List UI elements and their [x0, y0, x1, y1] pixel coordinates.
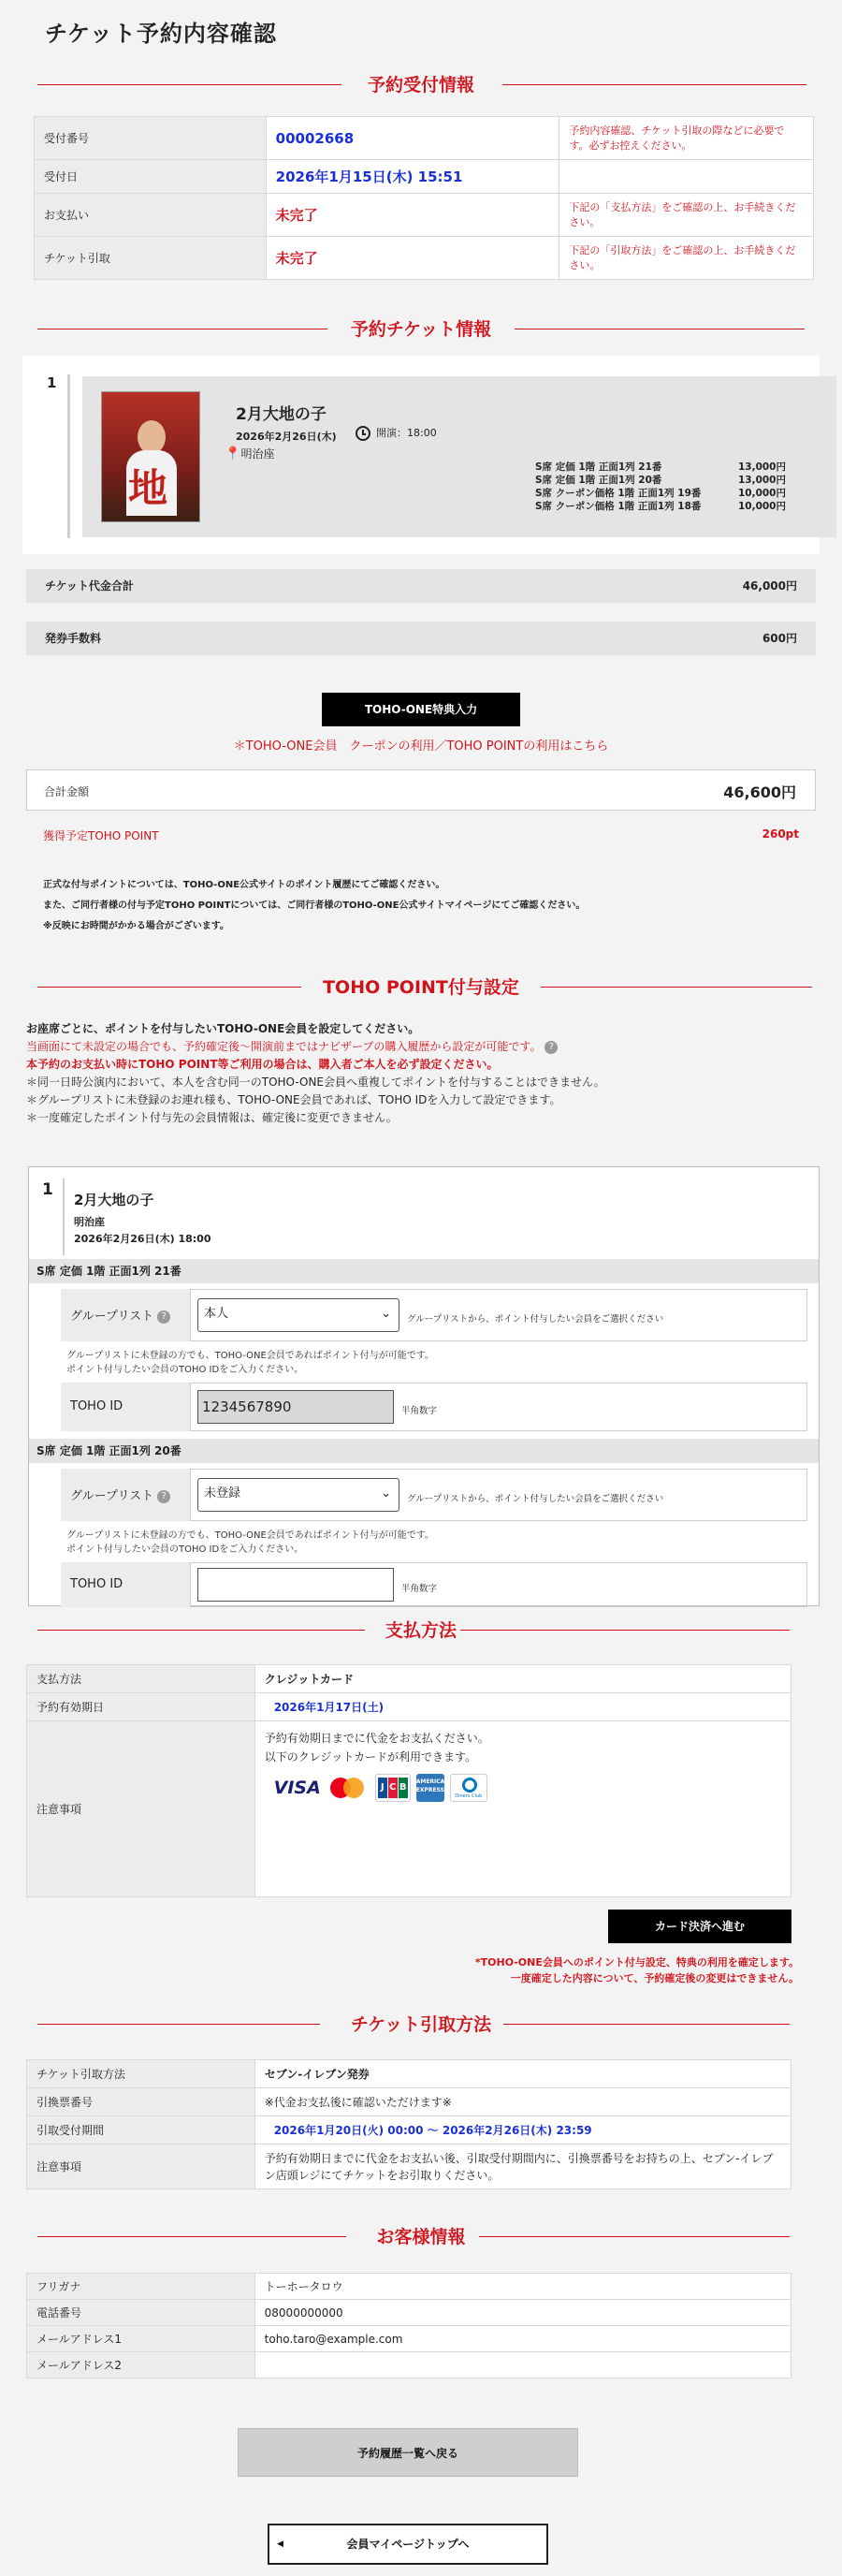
table-row [27, 1693, 791, 1721]
payment-table [26, 1664, 791, 1897]
seat-header: S席 定価 1階 正面1列 20番 [29, 1439, 819, 1463]
customer-table [26, 2273, 791, 2378]
pickup-method-value: セブン-イレブン発券 [254, 2060, 791, 2088]
toho-one-coupon-link[interactable]: ＊TOHO-ONE会員 クーポンの利用／TOHO POINTの利用はこちら [233, 739, 609, 754]
reservation-header-text: 予約受付情報 [367, 75, 474, 95]
toho-id-input[interactable]: 1234567890 [197, 1390, 394, 1424]
fee-bar [26, 622, 816, 655]
chevron-down-icon: ⌄ [381, 1486, 391, 1500]
payment-header-text: 支払方法 [385, 1620, 457, 1641]
total-box [26, 769, 816, 811]
payment-method-value: クレジットカード [254, 1665, 791, 1693]
table-row [27, 2088, 791, 2116]
payment-notes-cell [254, 1721, 791, 1897]
toho-id-input[interactable] [197, 1568, 394, 1602]
pickup-period-label: 引取受付期間 [27, 2116, 255, 2144]
group-list-description: グループリストに未登録の方でも、TOHO-ONE会員であればポイント付与が可能です。 ポイント付与したい会員のTOHO IDをご入力ください。 [66, 1351, 435, 1375]
payment-note-line: 以下のクレジットカードが利用できます。 [264, 1750, 477, 1764]
reservation-number-value: 00002668 [266, 117, 559, 160]
table-row [27, 2144, 791, 2189]
ticket-divider [67, 374, 70, 538]
chevron-left-icon: ◀ [277, 2539, 283, 2549]
ticket-detail-panel [82, 376, 836, 537]
toho-id-hint: 半角数字 [401, 1406, 438, 1416]
seat-header: S席 定価 1階 正面1列 21番 [29, 1259, 819, 1283]
pickup-status-note: 下記の「引取方法」をご確認の上、お手続きください。 [559, 237, 814, 280]
table-row [27, 2300, 791, 2326]
points-red-note-1: 当画面にて未設定の場合でも、予約確定後～開演前まではナビザーブの購入履歴から設定が可能です。 ? [26, 1038, 821, 1056]
table-row [27, 2274, 791, 2300]
jcb-logo: J C B [375, 1774, 411, 1802]
pickup-period-value: 2026年1月20日(火) 00:00 ～ 2026年2月26日(木) 23:59 [254, 2116, 791, 2144]
payment-notes-label: 注意事項 [27, 1721, 255, 1897]
customer-email1-label: メールアドレス1 [27, 2326, 255, 2352]
payment-due-value: 2026年1月17日(土) [254, 1693, 791, 1721]
group-list-hint: グループリストから、ポイント付与したい会員をご選択ください [407, 1494, 664, 1504]
ticket-header-text: 予約チケット情報 [350, 319, 492, 340]
toho-id-label: TOHO ID [70, 1399, 123, 1413]
table-row [35, 194, 814, 237]
show-date: 2026年2月26日(木) [236, 431, 337, 443]
seat-line: S席 クーポン価格 1階 正面1列 19番 10,000円 [535, 488, 786, 499]
reservation-table [34, 116, 814, 280]
subtotal-label: チケット代金合計 [45, 579, 134, 593]
points-note: また、ご同行者様の付与予定TOHO POINTについては、ご同行者様のTOHO-ONE公式サイトマイページにてご確認ください。 [43, 900, 586, 911]
payment-section-header [0, 1617, 842, 1645]
toho-id-hint: 半角数字 [401, 1584, 438, 1594]
location-pin-icon: 📍 [225, 446, 241, 461]
points-section-header [0, 973, 842, 1002]
show-poster-image: 地 [101, 391, 200, 522]
ticket-card [22, 356, 820, 554]
customer-email2-value [254, 2352, 791, 2378]
group-list-select[interactable]: 本人 ⌄ [197, 1298, 399, 1332]
table-row [27, 1721, 791, 1897]
points-value: 260pt [762, 827, 799, 841]
payment-method-label: 支払方法 [27, 1665, 255, 1693]
pickup-status-label: チケット引取 [35, 237, 267, 280]
table-row [35, 160, 814, 194]
help-icon[interactable]: ? [157, 1310, 170, 1324]
amex-logo: AMERICAN EXPRESS [416, 1774, 444, 1802]
pickup-table [26, 2059, 791, 2189]
total-label: 合計金額 [44, 785, 90, 798]
point-card-date: 2026年2月26日(木) 18:00 [74, 1233, 211, 1245]
toho-one-benefit-button[interactable]: TOHO-ONE特典入力 [322, 693, 520, 726]
reservation-date-label: 受付日 [35, 160, 267, 194]
seat-line: S席 定価 1階 正面1列 20番 13,000円 [535, 475, 786, 486]
reservation-date-value: 2026年1月15日(木) 15:51 [266, 160, 559, 194]
customer-phone-label: 電話番号 [27, 2300, 255, 2326]
points-note: ※反映にお時間がかかる場合がございます。 [43, 921, 229, 931]
help-icon[interactable]: ? [544, 1041, 558, 1054]
pickup-section-header [0, 2011, 842, 2039]
pickup-number-value: ※代金お支払後に確認いただけます※ [254, 2088, 791, 2116]
group-list-label: グループリスト ? [70, 1306, 170, 1324]
mastercard-logo [328, 1774, 370, 1802]
mypage-top-button[interactable]: ◀ 会員マイページトップへ [268, 2524, 548, 2565]
visa-logo: VISA [272, 1774, 323, 1802]
subtotal-value: 46,000円 [742, 579, 797, 593]
show-venue: 📍明治座 [225, 446, 275, 461]
chevron-down-icon: ⌄ [381, 1307, 391, 1321]
group-list-hint: グループリストから、ポイント付与したい会員をご選択ください [407, 1314, 664, 1325]
points-bullet: ＊グループリストに未登録のお連れ様も、TOHO-ONE会員であれば、TOHO IDを入力して設定できます。 [26, 1093, 561, 1106]
payment-warning: *TOHO-ONE会員へのポイント付与設定、特典の利用を確定します。 一度確定した内容について、予約確定後の変更はできません。 [474, 1956, 799, 1984]
show-open-time: 開演：18:00 [356, 425, 437, 441]
total-value: 46,600円 [723, 783, 796, 801]
points-bullet: ＊一度確定したポイント付与先の会員情報は、確定後に変更できません。 [26, 1111, 398, 1124]
reservation-history-button[interactable]: 予約履歴一覧へ戻る [238, 2428, 578, 2477]
points-notes [43, 875, 585, 937]
fee-label: 発券手数料 [45, 632, 102, 645]
clock-icon [356, 426, 370, 441]
group-list-label: グループリスト ? [70, 1486, 170, 1503]
reservation-number-label: 受付番号 [35, 117, 267, 160]
points-red-note-2: 本予約のお支払い時にTOHO POINT等ご利用の場合は、購入者ご本人を必ず設定ください。 [26, 1058, 499, 1071]
seat-line: S席 クーポン価格 1階 正面1列 18番 10,000円 [535, 501, 786, 512]
customer-section-header [0, 2223, 842, 2251]
group-list-select[interactable]: 未登録 ⌄ [197, 1478, 399, 1512]
group-list-description: グループリストに未登録の方でも、TOHO-ONE会員であればポイント付与が可能です。 ポイント付与したい会員のTOHO IDをご入力ください。 [66, 1530, 435, 1555]
table-row [27, 2060, 791, 2088]
points-instructions [26, 1020, 821, 1127]
customer-header-text: お客様情報 [376, 2227, 466, 2247]
table-row [35, 237, 814, 280]
points-header-text: TOHO POINT付与設定 [323, 977, 519, 998]
pickup-header-text: チケット引取方法 [350, 2014, 492, 2035]
customer-phone-value: 08000000000 [254, 2300, 791, 2326]
ticket-index: 1 [47, 374, 57, 391]
points-bullet: ＊同一日時公演内において、本人を含む同一のTOHO-ONE会員へ重複してポイントを付与することはできません。 [26, 1076, 605, 1089]
seat-line: S席 定価 1階 正面1列 21番 13,000円 [535, 461, 786, 473]
page-title: チケット予約内容確認 [45, 21, 277, 47]
customer-email1-value: toho.taro@example.com [254, 2326, 791, 2352]
payment-note-line: 予約有効期日までに代金をお支払ください。 [264, 1732, 489, 1745]
table-row [35, 117, 814, 160]
reservation-section-header [0, 71, 842, 99]
help-icon[interactable]: ? [157, 1490, 170, 1503]
credit-card-logos [265, 1774, 781, 1804]
toho-id-label: TOHO ID [70, 1577, 123, 1591]
table-row [27, 1665, 791, 1693]
show-title: 2月大地の子 [236, 405, 327, 424]
points-note: 正式な付与ポイントについては、TOHO-ONE公式サイトのポイント履歴にてご確認ください。 [43, 880, 445, 890]
pickup-status-value: 未完了 [266, 237, 559, 280]
payment-status-value: 未完了 [266, 194, 559, 237]
seat-list [535, 461, 786, 513]
customer-kana-value: トーホータロウ [254, 2274, 791, 2300]
table-row [27, 2116, 791, 2144]
table-row [27, 2352, 791, 2378]
points-label: 獲得予定TOHO POINT [43, 829, 159, 842]
customer-email2-label: メールアドレス2 [27, 2352, 255, 2378]
diners-logo: Diners Club [450, 1774, 487, 1802]
reservation-date-note [559, 160, 814, 194]
pickup-number-label: 引換票番号 [27, 2088, 255, 2116]
point-card-index: 1 [42, 1180, 53, 1199]
ticket-section-header [0, 315, 842, 344]
pickup-notes-label: 注意事項 [27, 2144, 255, 2189]
payment-status-note: 下記の「支払方法」をご確認の上、お手続きください。 [559, 194, 814, 237]
table-row [27, 2326, 791, 2352]
point-assign-card [28, 1166, 820, 1606]
customer-kana-label: フリガナ [27, 2274, 255, 2300]
point-card-title: 2月大地の子 [74, 1192, 154, 1208]
pickup-notes-value: 予約有効期日までに代金をお支払い後、引取受付期間内に、引換票番号をお持ちの上、セブン-イレブン店頭レジにてチケットをお引取りください。 [254, 2144, 791, 2189]
card-payment-button[interactable]: カード決済へ進む [608, 1910, 791, 1943]
point-card-venue: 明治座 [74, 1216, 105, 1228]
pickup-method-label: チケット引取方法 [27, 2060, 255, 2088]
payment-due-label: 予約有効期日 [27, 1693, 255, 1721]
fee-value: 600円 [762, 632, 797, 645]
reservation-number-note: 予約内容確認、チケット引取の際などに必要です。必ずお控えください。 [559, 117, 814, 160]
points-lead: お座席ごとに、ポイントを付与したいTOHO-ONE会員を設定してください。 [26, 1022, 420, 1035]
payment-status-label: お支払い [35, 194, 267, 237]
subtotal-bar [26, 569, 816, 603]
